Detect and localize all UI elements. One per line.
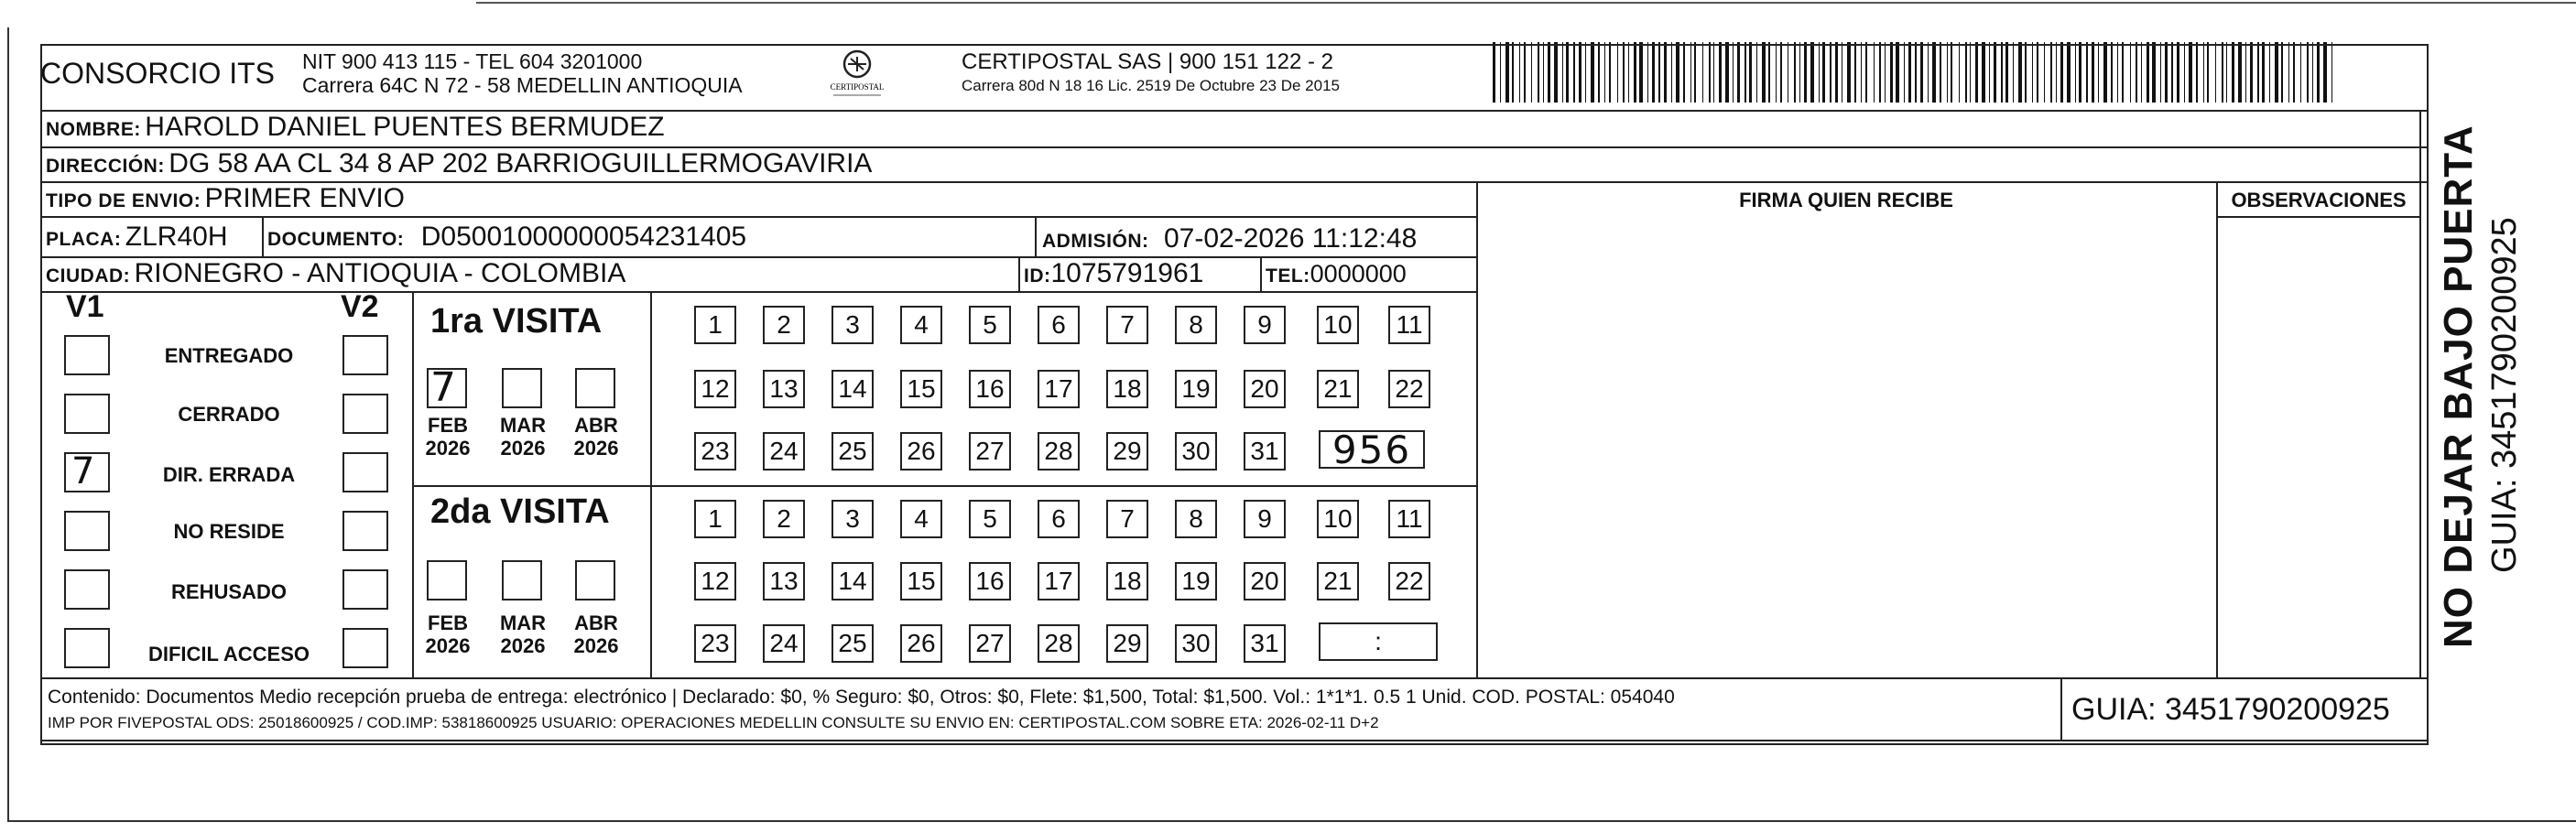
month-year: 2026	[573, 437, 619, 460]
second-visit-day-7[interactable]: 7	[1106, 500, 1148, 538]
second-visit-day-5[interactable]: 5	[969, 500, 1011, 538]
rule	[1035, 216, 1037, 256]
rule	[650, 485, 1476, 487]
tipo-row	[46, 183, 405, 214]
first-visit-day-8[interactable]: 8	[1175, 306, 1217, 344]
rule	[2216, 181, 2218, 677]
v1-entregado-checkbox[interactable]	[64, 335, 110, 375]
first-visit-day-23[interactable]: 23	[694, 432, 736, 471]
first-visit-day-20[interactable]: 20	[1244, 370, 1286, 408]
direccion-label: DIRECCIÓN:	[46, 156, 165, 177]
month-name: ABR	[574, 611, 618, 634]
first-visit-day-28[interactable]: 28	[1038, 432, 1080, 471]
first-visit-day-29[interactable]: 29	[1106, 432, 1148, 471]
status-label-rehusado: REHUSADO	[171, 580, 287, 603]
first-visit-day-6[interactable]: 6	[1038, 306, 1080, 344]
tipo-label: TIPO DE ENVIO:	[46, 190, 201, 211]
placa-row	[46, 222, 228, 253]
footer-content-line: Contenido: Documentos Medio recepción prueba de entrega: electrónico | Declarado: $0, % Seguro: $0, Otros: $0, Flete: $1,500, Total: $1,500. Vol.: 1*1*1. 0.5 1 Unid. COD. POSTAL: 054040	[48, 687, 1675, 708]
first-visit-mar-box[interactable]	[502, 368, 542, 408]
address-line: Carrera 64C N 72 - 58 MEDELLIN ANTIOQUIA	[302, 73, 743, 97]
v2-dificil-acceso-checkbox[interactable]	[342, 628, 388, 668]
first-visit-day-14[interactable]: 14	[831, 370, 874, 408]
second-visit-day-12[interactable]: 12	[694, 562, 736, 600]
rule	[412, 485, 650, 487]
admision-row	[1042, 223, 1417, 254]
v2-dir-errada-checkbox[interactable]	[342, 452, 388, 492]
footer-guia: GUIA: 3451790200925	[2071, 692, 2390, 727]
second-month-label-mar	[491, 611, 555, 657]
first-visit-day-11[interactable]: 11	[1388, 306, 1430, 344]
second-visit-day-11[interactable]: 11	[1388, 500, 1430, 538]
first-month-label-feb	[416, 414, 480, 460]
first-visit-day-27[interactable]: 27	[969, 432, 1011, 471]
certipostal-line: CERTIPOSTAL SAS | 900 151 122 - 2	[962, 49, 1333, 74]
rule	[650, 291, 652, 677]
second-visit-day-17[interactable]: 17	[1038, 562, 1080, 600]
side-guia-number: GUIA: 3451790200925	[2485, 217, 2524, 573]
second-visit-mar-box[interactable]	[502, 560, 542, 600]
first-visit-day-17[interactable]: 17	[1038, 370, 1080, 408]
first-visit-day-19[interactable]: 19	[1175, 370, 1217, 408]
ciudad-label: CIUDAD:	[46, 265, 131, 287]
rule	[2060, 677, 2062, 740]
first-visit-day-4[interactable]: 4	[900, 306, 942, 344]
first-visit-day-30[interactable]: 30	[1175, 432, 1217, 471]
second-visit-day-24[interactable]: 24	[763, 624, 805, 663]
first-visit-day-22[interactable]: 22	[1388, 370, 1430, 408]
admision-value: 07-02-2026 11:12:48	[1163, 223, 1418, 254]
second-visit-day-23[interactable]: 23	[694, 624, 736, 663]
license-line: Carrera 80d N 18 16 Lic. 2519 De Octubre 23 De 2015	[962, 77, 1340, 94]
second-visit-day-31[interactable]: 31	[1244, 624, 1286, 663]
month-year: 2026	[500, 437, 546, 460]
month-name: MAR	[499, 611, 547, 634]
first-visit-title: 1ra VISITA	[430, 302, 603, 341]
rule	[40, 740, 2429, 741]
firma-header: FIRMA QUIEN RECIBE	[1739, 189, 1953, 211]
first-visit-day-2[interactable]: 2	[763, 306, 805, 344]
rule	[40, 216, 1476, 218]
first-visit-day-18[interactable]: 18	[1106, 370, 1148, 408]
ciudad-row	[46, 258, 625, 289]
second-visit-day-10[interactable]: 10	[1317, 500, 1359, 538]
second-visit-day-28[interactable]: 28	[1038, 624, 1080, 663]
company-name: CONSORCIO ITS	[40, 57, 276, 90]
first-visit-day-15[interactable]: 15	[900, 370, 942, 408]
first-visit-day-16[interactable]: 16	[969, 370, 1011, 408]
rule	[1260, 256, 1262, 291]
second-visit-day-26[interactable]: 26	[900, 624, 942, 663]
v1-handwritten-mark: 7	[71, 450, 95, 492]
first-visit-day-12[interactable]: 12	[694, 370, 736, 408]
scan-edge-top	[476, 2, 2576, 4]
month-year: 2026	[500, 634, 546, 657]
status-label-entregado: ENTREGADO	[164, 344, 294, 367]
rule	[1476, 181, 1478, 677]
second-visit-day-3[interactable]: 3	[831, 500, 874, 538]
first-month-label-abr	[564, 414, 628, 460]
first-visit-abr-box[interactable]	[575, 368, 615, 408]
documento-value: D05001000000054231405	[420, 222, 747, 252]
first-visit-day-7[interactable]: 7	[1106, 306, 1148, 344]
v1-dir-errada-checkbox[interactable]	[64, 452, 110, 492]
month-year: 2026	[425, 634, 471, 657]
month-name: MAR	[499, 414, 547, 437]
month-name: ABR	[574, 414, 618, 437]
month-name: FEB	[428, 414, 468, 437]
v1-no-reside-checkbox[interactable]	[64, 511, 110, 551]
second-visit-day-14[interactable]: 14	[831, 562, 874, 600]
nombre-row	[46, 112, 665, 143]
v1-rehusado-checkbox[interactable]	[64, 569, 110, 610]
second-visit-day-30[interactable]: 30	[1175, 624, 1217, 663]
second-visit-day-16[interactable]: 16	[969, 562, 1011, 600]
second-month-label-feb	[416, 611, 480, 657]
nombre-value: HAROLD DANIEL PUENTES BERMUDEZ	[145, 112, 665, 142]
first-visit-day-26[interactable]: 26	[900, 432, 942, 471]
nit-line: NIT 900 413 115 - TEL 604 3201000	[302, 49, 643, 73]
first-visit-day-1[interactable]: 1	[694, 306, 736, 344]
rule	[2419, 110, 2421, 677]
first-visit-day-25[interactable]: 25	[831, 432, 874, 471]
v1-dificil-acceso-checkbox[interactable]	[64, 628, 110, 668]
v2-no-reside-checkbox[interactable]	[342, 511, 388, 551]
first-visit-day-21[interactable]: 21	[1317, 370, 1359, 408]
first-visit-time-box[interactable]	[1319, 427, 1425, 472]
second-visit-feb-box[interactable]	[427, 560, 467, 600]
first-visit-handwritten-time: 956	[1331, 427, 1412, 472]
v1-cerrado-checkbox[interactable]	[64, 394, 110, 434]
first-visit-day-10[interactable]: 10	[1317, 306, 1359, 344]
rule	[412, 291, 414, 677]
ciudad-value: RIONEGRO - ANTIOQUIA - COLOMBIA	[134, 258, 626, 288]
documento-label: DOCUMENTO:	[267, 229, 405, 250]
second-visit-day-29[interactable]: 29	[1106, 624, 1148, 663]
month-year: 2026	[573, 634, 619, 657]
direccion-row	[46, 148, 872, 179]
second-visit-day-4[interactable]: 4	[900, 500, 942, 538]
second-visit-day-15[interactable]: 15	[900, 562, 942, 600]
second-visit-day-27[interactable]: 27	[969, 624, 1011, 663]
second-visit-day-9[interactable]: 9	[1244, 500, 1286, 538]
logo-text: CERTIPOSTAL	[830, 82, 885, 92]
second-month-label-abr	[564, 611, 628, 657]
second-visit-day-8[interactable]: 8	[1175, 500, 1217, 538]
admision-label: ADMISIÓN:	[1042, 231, 1149, 252]
scan-edge-left	[7, 27, 9, 822]
id-label: ID:	[1024, 265, 1051, 287]
second-visit-time-placeholder: :	[1375, 627, 1382, 655]
direccion-value: DG 58 AA CL 34 8 AP 202 BARRIOGUILLERMOGAVIRIA	[168, 148, 873, 178]
scan-edge-bottom	[7, 820, 2576, 822]
id-row	[1024, 258, 1203, 289]
v2-header: V2	[341, 289, 379, 324]
status-label-cerrado: CERRADO	[178, 403, 280, 426]
v1-header: V1	[66, 289, 104, 324]
first-visit-day-31[interactable]: 31	[1244, 432, 1286, 471]
second-visit-day-21[interactable]: 21	[1317, 562, 1359, 600]
status-label-no-reside: NO RESIDE	[173, 520, 285, 543]
no-dejar-bajo-puerta-warning: NO DEJAR BAJO PUERTA	[2436, 124, 2481, 648]
documento-row	[267, 222, 746, 253]
second-visit-day-22[interactable]: 22	[1388, 562, 1430, 600]
rule	[40, 677, 2429, 679]
month-year: 2026	[425, 437, 471, 460]
first-visit-day-5[interactable]: 5	[969, 306, 1011, 344]
rule	[1018, 256, 1020, 291]
first-visit-day-24[interactable]: 24	[763, 432, 805, 471]
second-visit-day-2[interactable]: 2	[763, 500, 805, 538]
second-visit-day-19[interactable]: 19	[1175, 562, 1217, 600]
status-label-dificil-acceso: DIFICIL ACCESO	[147, 643, 310, 665]
placa-value: ZLR40H	[125, 222, 228, 252]
first-visit-day-3[interactable]: 3	[831, 306, 874, 344]
v2-entregado-checkbox[interactable]	[342, 335, 388, 375]
v2-cerrado-checkbox[interactable]	[342, 394, 388, 434]
second-visit-day-20[interactable]: 20	[1244, 562, 1286, 600]
v2-rehusado-checkbox[interactable]	[342, 569, 388, 610]
second-visit-title: 2da VISITA	[430, 492, 610, 531]
second-visit-time-box[interactable]	[1319, 622, 1438, 661]
second-visit-abr-box[interactable]	[575, 560, 615, 600]
nombre-label: NOMBRE:	[46, 119, 141, 140]
tel-row	[1266, 260, 1407, 288]
first-month-handwritten-mark: 7	[430, 364, 456, 411]
second-visit-day-13[interactable]: 13	[763, 562, 805, 600]
first-visit-feb-box[interactable]	[427, 364, 467, 411]
status-label-dir-errada: DIR. ERRADA	[162, 463, 296, 486]
id-value: 1075791961	[1050, 258, 1204, 288]
observaciones-header: OBSERVACIONES	[2231, 189, 2407, 211]
rule	[262, 216, 264, 256]
tel-value: 0000000	[1310, 260, 1407, 287]
tipo-value: PRIMER ENVIO	[204, 183, 406, 213]
footer-print-line: IMP POR FIVEPOSTAL ODS: 25018600925 / COD.IMP: 53818600925 USUARIO: OPERACIONES MEDELLIN CONSULTE SU ENVIO EN: CERTIPOSTAL.COM SOBRE ETA: 2026-02-11 D+2	[48, 714, 1379, 731]
placa-label: PLACA:	[46, 229, 122, 250]
first-visit-day-13[interactable]: 13	[763, 370, 805, 408]
second-visit-day-25[interactable]: 25	[831, 624, 874, 663]
second-visit-day-1[interactable]: 1	[694, 500, 736, 538]
second-visit-day-6[interactable]: 6	[1038, 500, 1080, 538]
first-visit-day-9[interactable]: 9	[1244, 306, 1286, 344]
rule	[2216, 216, 2419, 218]
rule	[40, 291, 1476, 293]
second-visit-day-18[interactable]: 18	[1106, 562, 1148, 600]
first-month-label-mar	[491, 414, 555, 460]
month-name: FEB	[428, 611, 468, 634]
tel-label: TEL:	[1266, 265, 1310, 287]
